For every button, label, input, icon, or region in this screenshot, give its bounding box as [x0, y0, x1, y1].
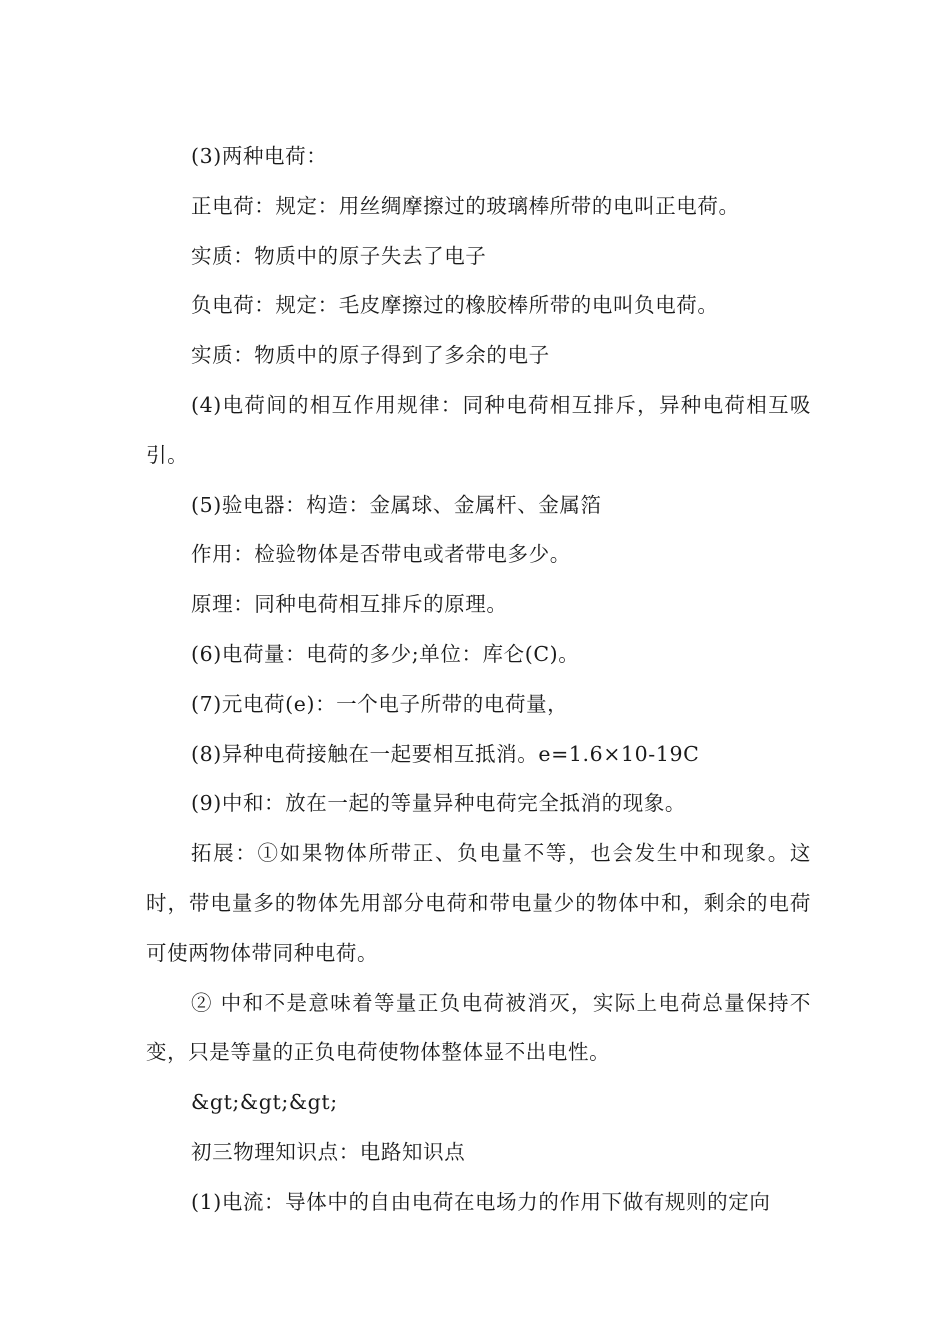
paragraph-positive-essence: 实质：物质中的原子失去了电子: [191, 243, 487, 268]
paragraph-elementary-charge: (7)元电荷(e)：一个电子所带的电荷量，: [191, 691, 569, 716]
paragraph-separator: &gt;&gt;&gt;: [191, 1090, 338, 1115]
paragraph-charge-quantity: (6)电荷量：电荷的多少;单位：库仑(C)。: [191, 641, 580, 666]
paragraph-electroscope-function: 作用：检验物体是否带电或者带电多少。: [191, 542, 571, 567]
paragraph-negative-charge: 负电荷：规定：毛皮摩擦过的橡胶棒所带的电叫负电荷。: [191, 293, 719, 318]
paragraph-electroscope: (5)验电器：构造：金属球、金属杆、金属箔: [191, 492, 602, 517]
paragraph-neutralization: (9)中和：放在一起的等量异种电荷完全抵消的现象。: [191, 791, 687, 816]
paragraph-extension-1: 拓展：①如果物体所带正、负电量不等，也会发生中和现象。这时，带电量多的物体先用部分电荷和带电量少的物体中和，剩余的电荷可使两物体带同种电荷。: [146, 841, 811, 965]
document-body: [146, 132, 811, 1228]
paragraph-electroscope-principle: 原理：同种电荷相互排斥的原理。: [191, 592, 508, 617]
paragraph-section-heading: 初三物理知识点：电路知识点: [191, 1139, 466, 1164]
paragraph-opposite-charges: (8)异种电荷接触在一起要相互抵消。e=1.6×10-19C: [191, 741, 700, 766]
paragraph-negative-essence: 实质：物质中的原子得到了多余的电子: [191, 343, 550, 368]
paragraph-current: (1)电流：导体中的自由电荷在电场力的作用下做有规则的定向: [191, 1189, 771, 1214]
paragraph-charge-types: (3)两种电荷：: [191, 144, 328, 168]
paragraph-positive-charge: 正电荷：规定：用丝绸摩擦过的玻璃棒所带的电叫正电荷。: [191, 193, 740, 218]
paragraph-interaction-law: (4)电荷间的相互作用规律：同种电荷相互排斥，异种电荷相互吸引。: [146, 392, 811, 467]
paragraph-extension-2: ② 中和不是意味着等量正负电荷被消灭，实际上电荷总量保持不变，只是等量的正负电荷使物体整体显不出电性。: [146, 990, 811, 1065]
